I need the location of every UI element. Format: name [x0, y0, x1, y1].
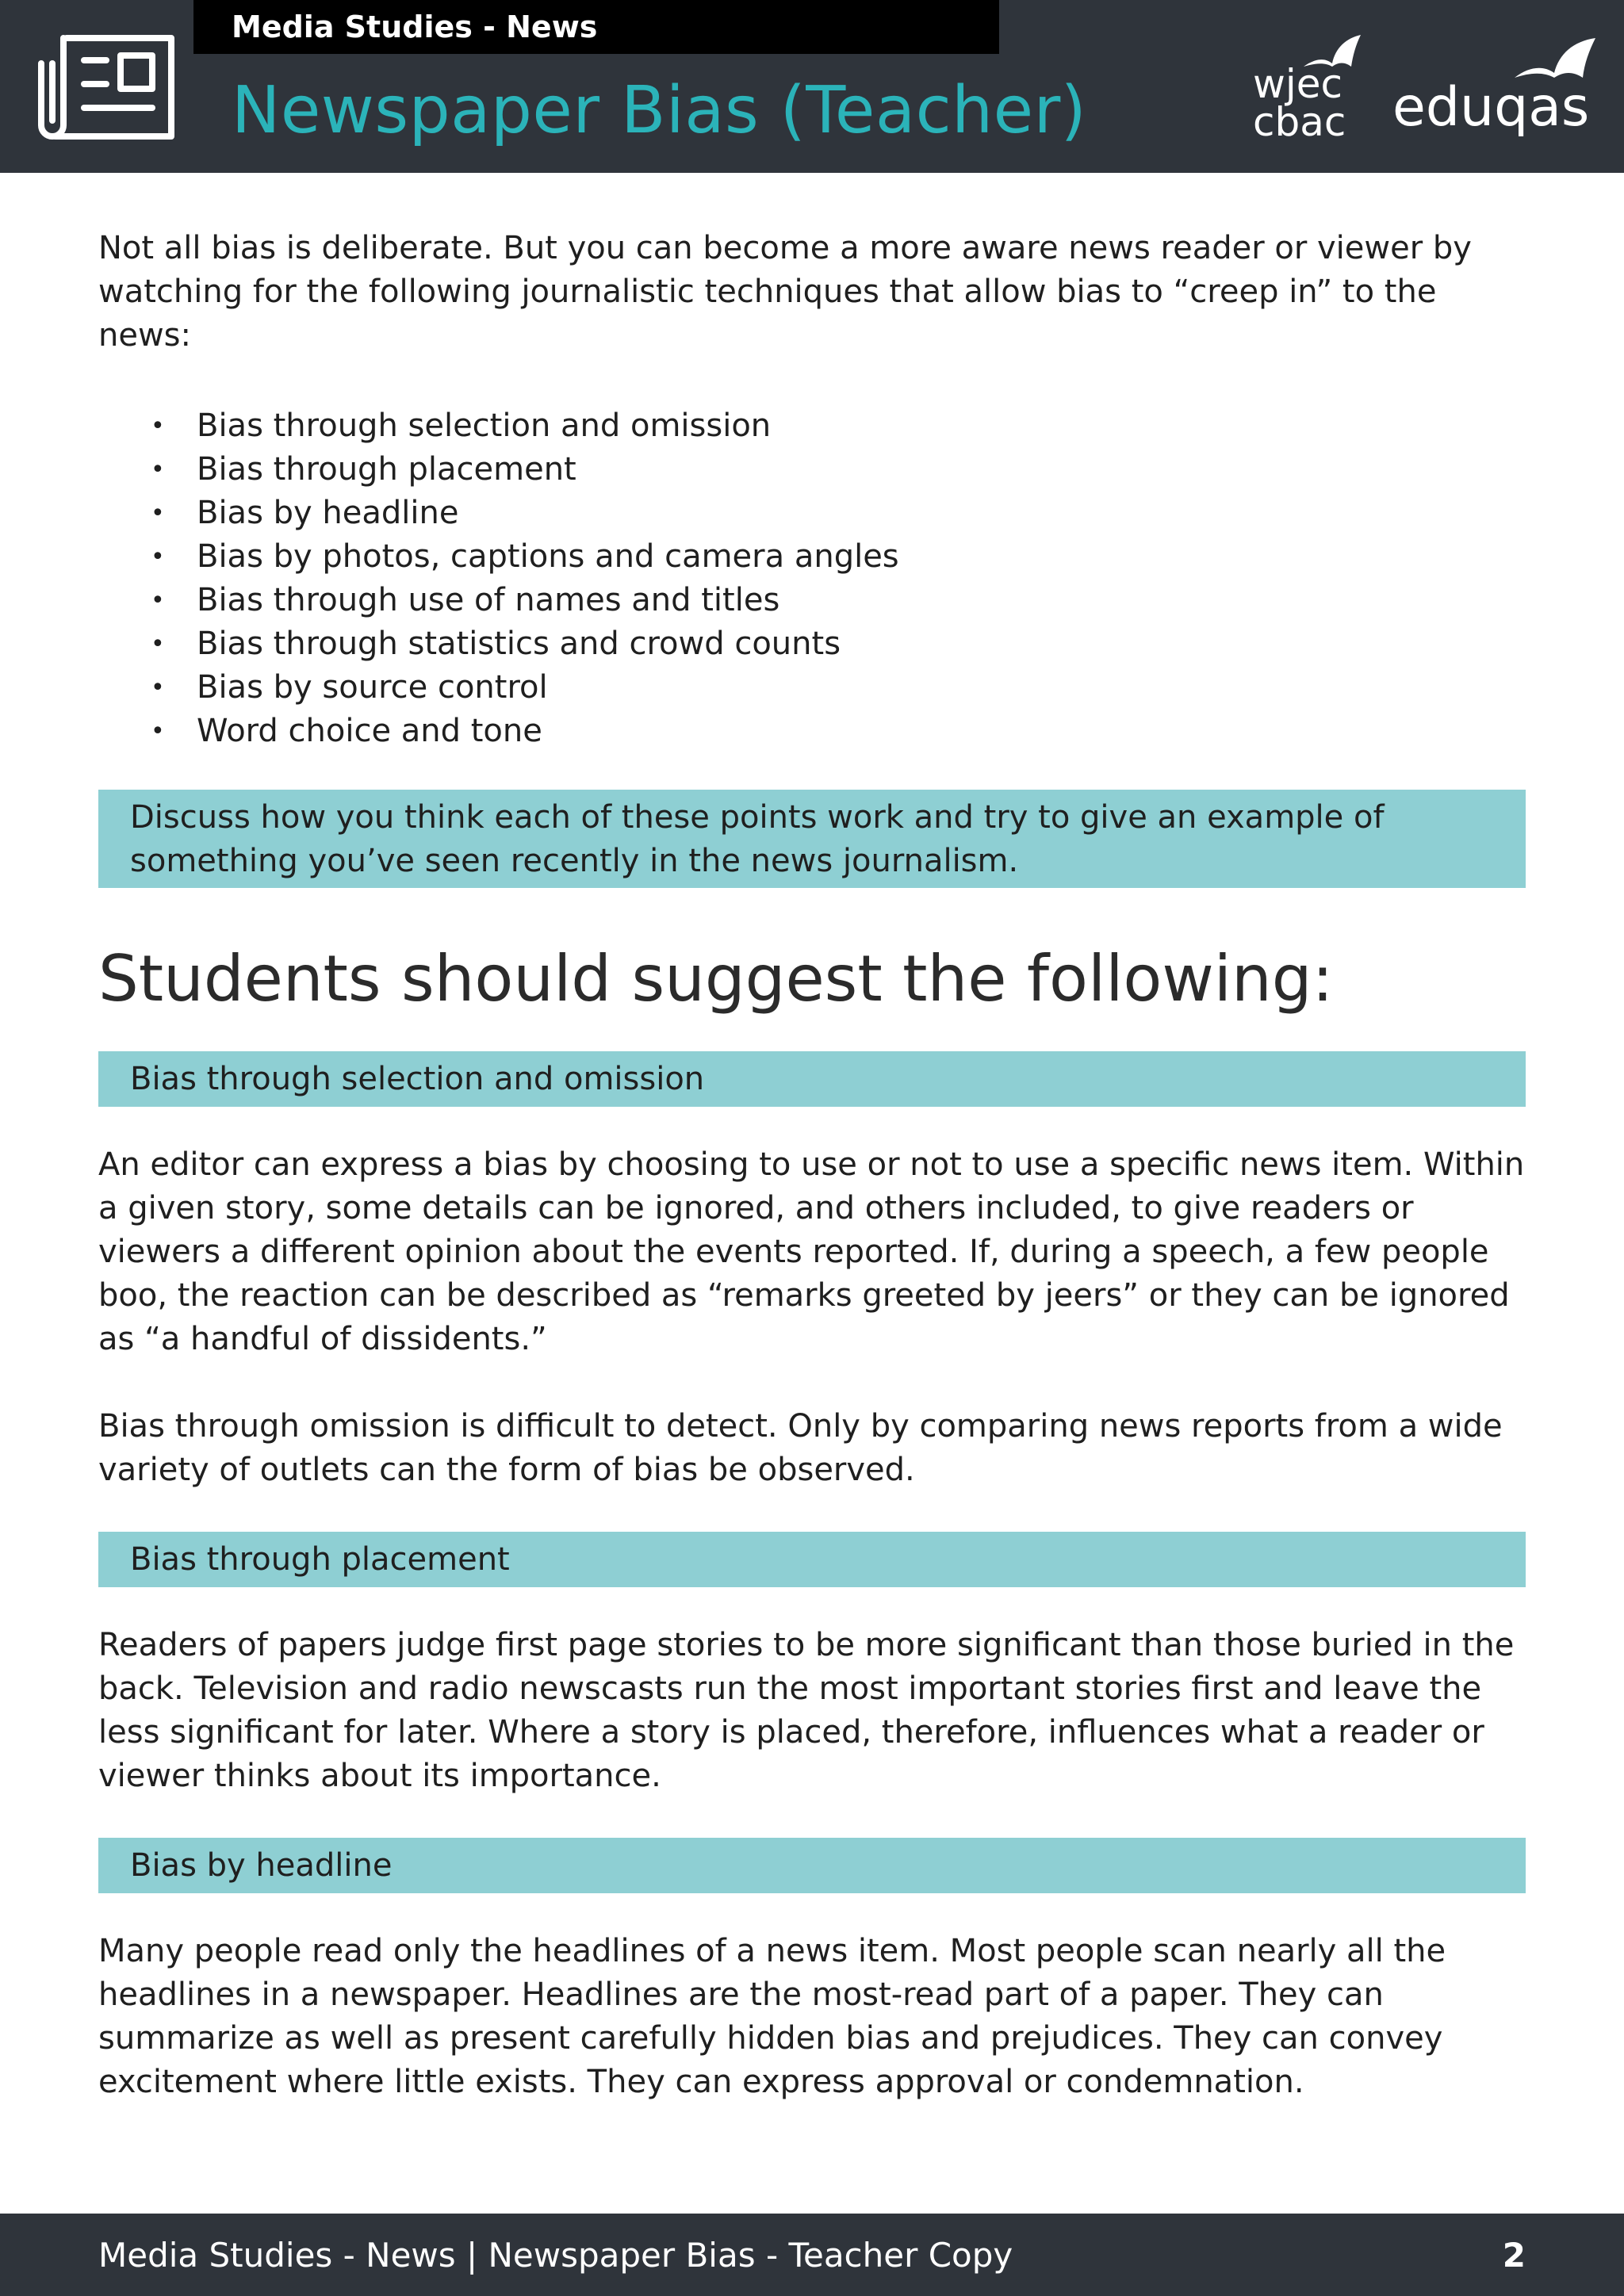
bullet-icon: •	[151, 674, 165, 702]
section-paragraph: Readers of papers judge first page stories to be more significant than those buried in the back. Television and radio newscasts run the most important stories first and leave the less significant for later. Where a story is placed, therefore, influences what a reader or viewer thinks about its importance.	[98, 1627, 1515, 1794]
list-item: • Bias through placement	[98, 448, 899, 492]
bias-technique-list	[98, 404, 899, 753]
list-item: • Bias by photos, captions and camera angles	[98, 535, 899, 579]
list-item: • Bias through selection and omission	[98, 404, 899, 448]
wjec-cbac-logo	[1253, 32, 1364, 151]
page-footer	[0, 2214, 1624, 2296]
eduqas-logo	[1392, 35, 1599, 146]
bullet-icon: •	[151, 412, 165, 440]
section-heading-selection-omission: Bias through selection and omission	[98, 1051, 1526, 1107]
page-title: Newspaper Bias (Teacher)	[232, 73, 1087, 148]
intro-paragraph: Not all bias is deliberate. But you can become a more aware news reader or viewer by watching for the following journalistic techniques that allow bias to “creep in” to the news:	[98, 230, 1472, 354]
page-number: 2	[1502, 2236, 1526, 2275]
list-item: • Bias through use of names and titles	[98, 579, 899, 622]
section-paragraph: An editor can express a bias by choosing to use or not to use a specific news item. Within a given story, some details can be ignored, and others included, to give readers or viewers a different opinion about the events reported. If, during a speech, a few people boo, the reaction can be described as “remarks greeted by jeers” or they can be ignored as “a handful of dissidents.”	[98, 1146, 1525, 1357]
header-tab	[193, 0, 999, 54]
task-line-1: Discuss how you think each of these points work and try to give an example of	[130, 799, 1385, 836]
logo-eduqas-text: eduqas	[1392, 76, 1590, 139]
list-item: • Bias by headline	[98, 492, 899, 535]
answers-heading: Students should suggest the following:	[98, 942, 1334, 1016]
bullet-icon: •	[151, 630, 165, 658]
logo-wjec-text: wjec	[1253, 61, 1343, 107]
header-tab-label: Media Studies - News	[232, 10, 598, 44]
list-item: • Bias by source control	[98, 666, 899, 710]
bullet-icon: •	[151, 543, 165, 571]
bullet-icon: •	[151, 456, 165, 484]
section-paragraph: Many people read only the headlines of a news item. Most people scan nearly all the headlines in a newspaper. Headlines are the most-read part of a paper. They can summarize as well as present carefully hidden bias and prejudices. They can convey excitement where little exists. They can express approval or condemnation.	[98, 1933, 1446, 2100]
footer-label: Media Studies - News | Newspaper Bias - Teacher Copy	[98, 2236, 1013, 2275]
task-line-2: something you’ve seen recently in the news journalism.	[130, 843, 1019, 879]
bullet-icon: •	[151, 587, 165, 614]
bullet-icon: •	[151, 718, 165, 745]
section-heading-headline: Bias by headline	[98, 1838, 1526, 1893]
section-heading-placement: Bias through placement	[98, 1532, 1526, 1587]
list-item: • Bias through statistics and crowd counts	[98, 622, 899, 666]
logo-cbac-text: cbac	[1253, 99, 1346, 145]
newspaper-icon	[35, 32, 178, 143]
bullet-icon: •	[151, 499, 165, 527]
section-paragraph: Bias through omission is difficult to detect. Only by comparing news reports from a wide variety of outlets can the form of bias be observed.	[98, 1408, 1503, 1488]
page-header	[0, 0, 1624, 173]
book-leaf-icon	[1511, 35, 1599, 82]
list-item: • Word choice and tone	[98, 710, 899, 753]
discussion-task-box	[98, 790, 1526, 888]
